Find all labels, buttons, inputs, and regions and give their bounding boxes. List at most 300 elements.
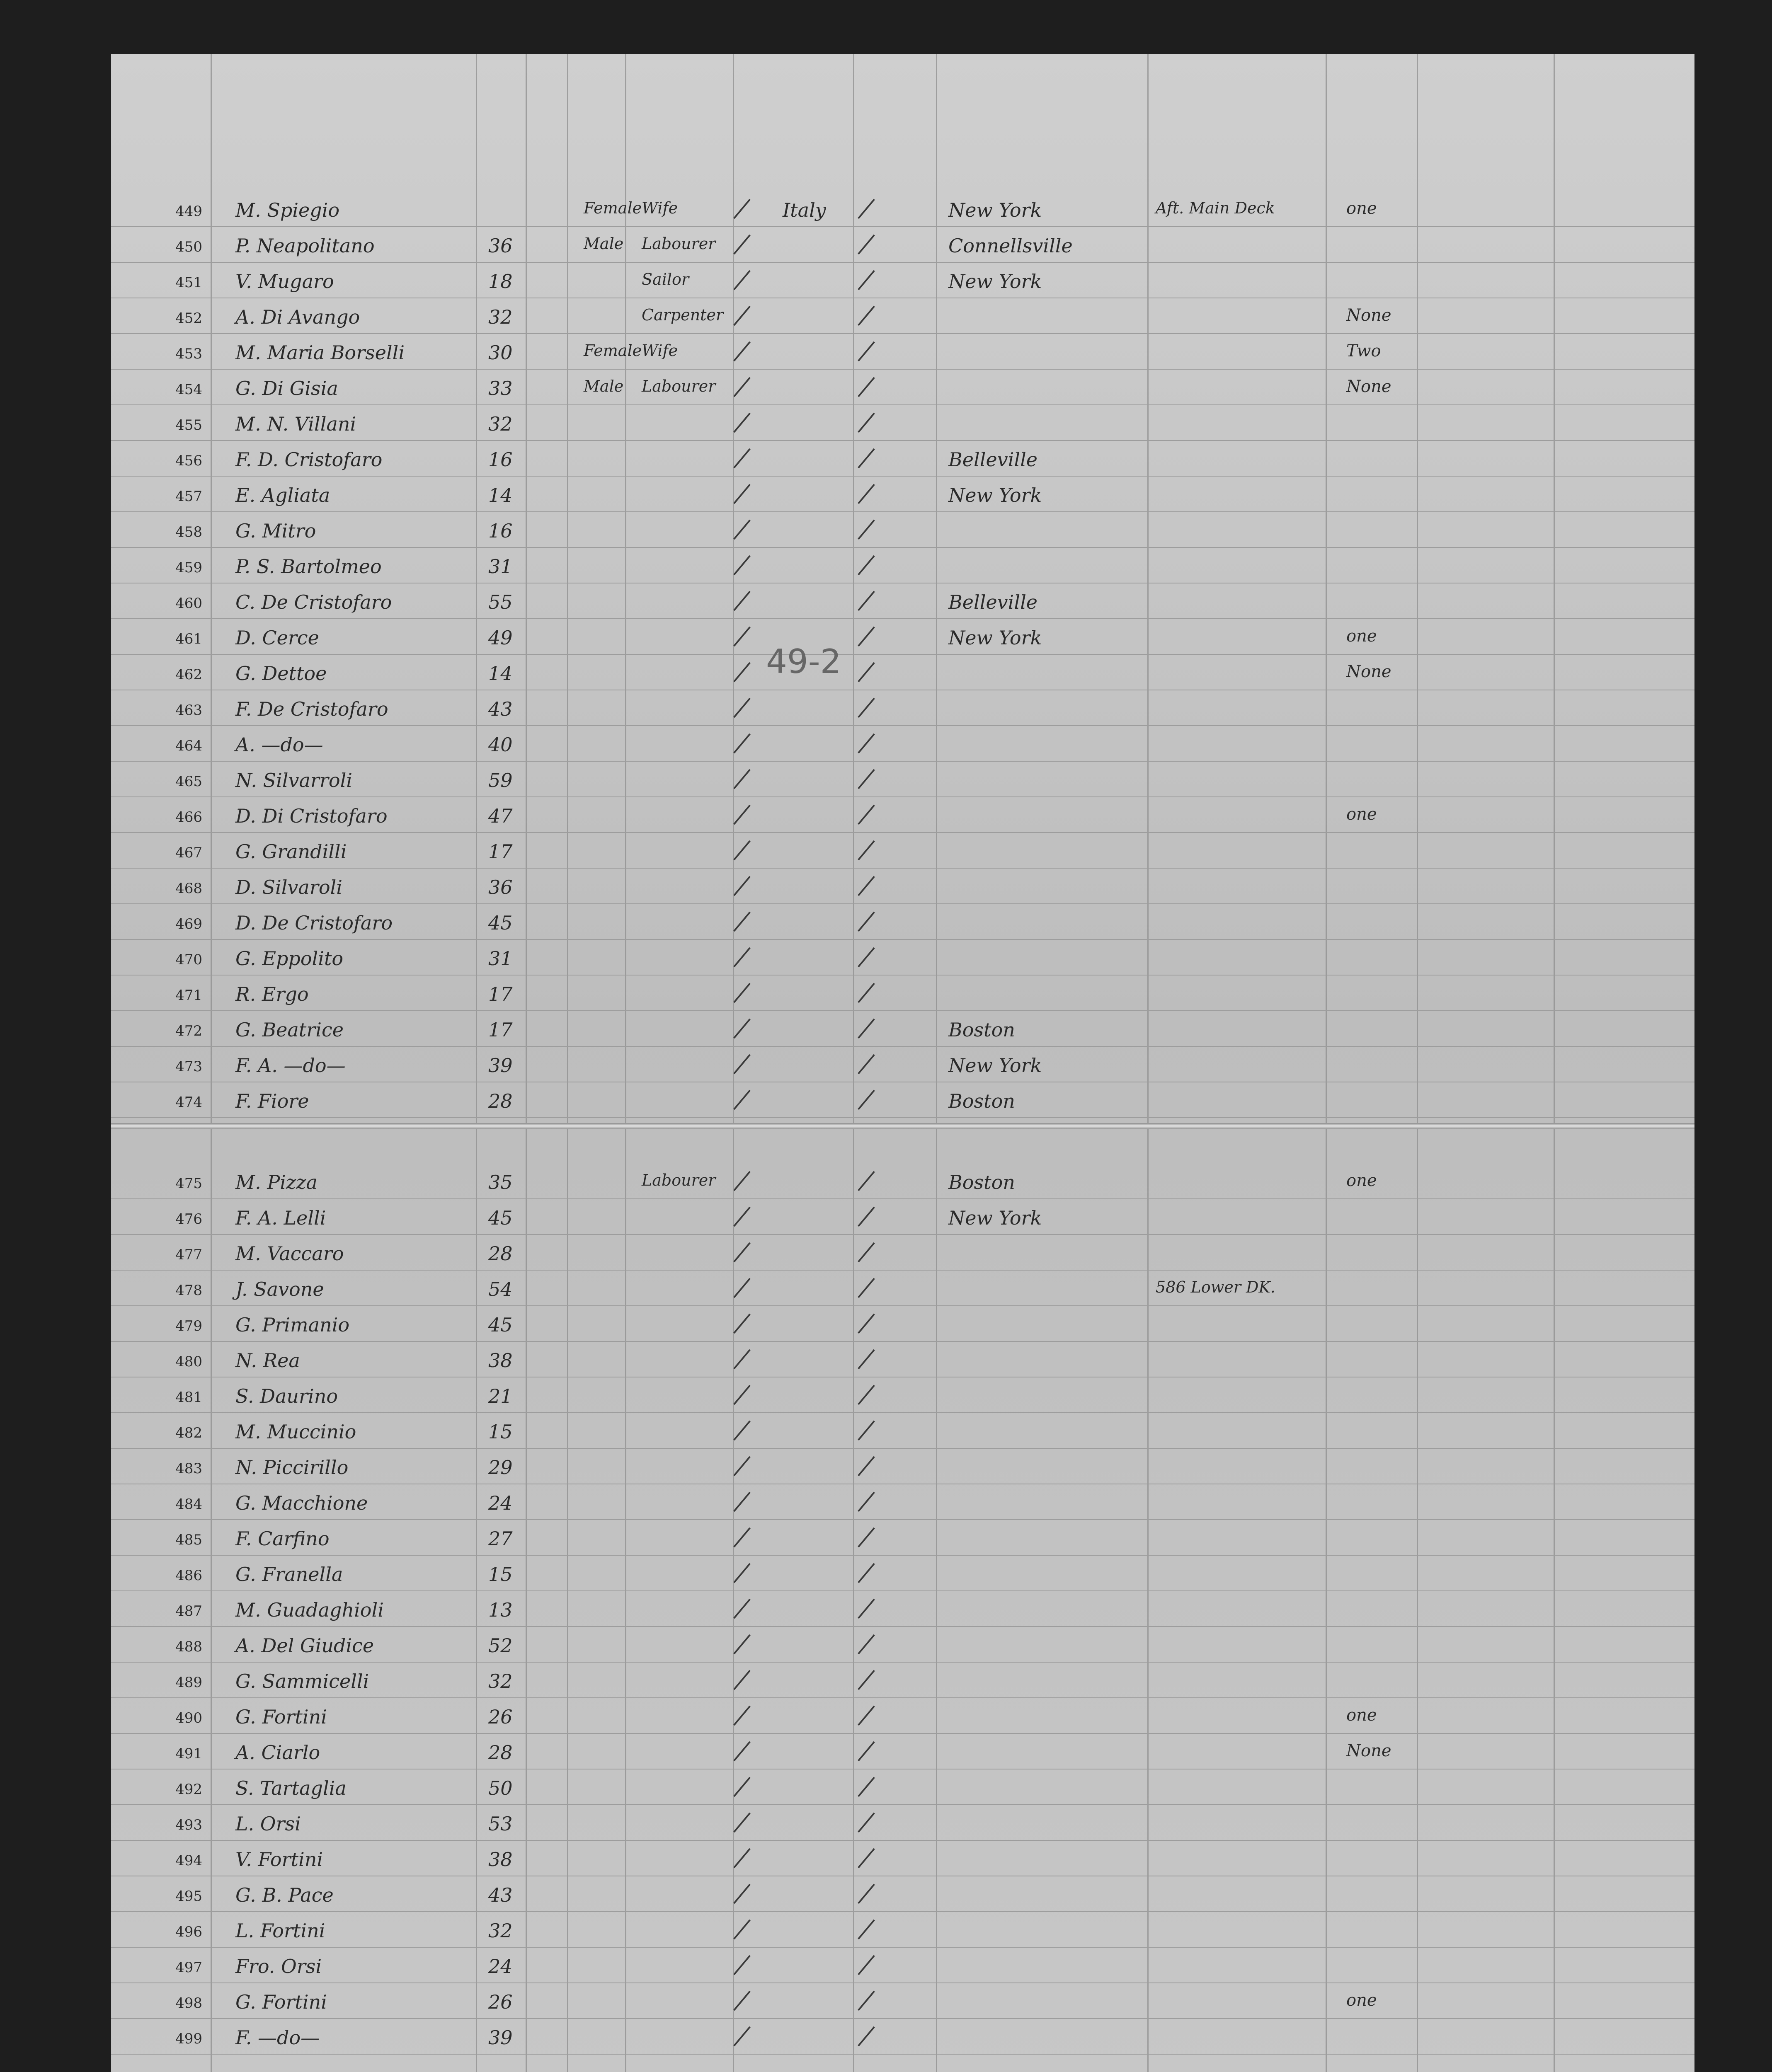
- tick-mark: [733, 1599, 751, 1619]
- passenger-baggage: None: [1346, 377, 1391, 396]
- row-number: 466: [175, 809, 202, 825]
- tick-mark: [733, 1991, 751, 2011]
- passenger-sex: Male: [584, 377, 624, 395]
- table-row: [111, 1733, 1694, 1769]
- table-row: [111, 1769, 1694, 1805]
- table-row: [111, 440, 1694, 477]
- passenger-age: 15: [488, 1563, 513, 1585]
- row-number: 475: [175, 1175, 202, 1192]
- tick-mark: [858, 733, 875, 754]
- row-number: 484: [175, 1496, 202, 1513]
- tick-mark: [733, 1456, 751, 1477]
- passenger-occupation: Wife: [642, 199, 678, 217]
- table-row: [111, 298, 1694, 334]
- row-number: 451: [175, 274, 202, 291]
- row-number: 464: [175, 738, 202, 754]
- table-row: [111, 333, 1694, 370]
- passenger-age: 35: [488, 1171, 513, 1193]
- tick-mark: [858, 662, 875, 683]
- row-number: 449: [175, 203, 202, 220]
- passenger-age: 15: [488, 1421, 513, 1443]
- tick-mark: [733, 1920, 751, 1940]
- passenger-name: M. Pizza: [235, 1171, 318, 1193]
- passenger-age: 53: [488, 1813, 513, 1835]
- passenger-name: D. Cerce: [235, 627, 319, 649]
- passenger-name: C. De Cristofaro: [235, 591, 392, 613]
- passenger-age: 24: [488, 1492, 513, 1514]
- passenger-occupation: Labourer: [642, 377, 716, 395]
- passenger-name: G. Macchione: [235, 1492, 368, 1514]
- tick-mark: [733, 1492, 751, 1512]
- table-row: [111, 1484, 1694, 1520]
- tick-mark: [858, 1242, 875, 1263]
- passenger-name: L. Fortini: [235, 1920, 325, 1942]
- tick-mark: [733, 484, 751, 504]
- passenger-name: G. Dettoe: [235, 662, 327, 685]
- passenger-destination: New York: [948, 627, 1042, 649]
- row-number: 490: [175, 1710, 202, 1726]
- tick-mark: [733, 341, 751, 362]
- tick-mark: [733, 1848, 751, 1869]
- row-number: 460: [175, 595, 202, 612]
- tick-mark: [858, 947, 875, 968]
- passenger-age: 18: [488, 270, 513, 293]
- tick-mark: [858, 1385, 875, 1405]
- passenger-name: D. Di Cristofaro: [235, 805, 388, 827]
- table-row: [111, 547, 1694, 583]
- tick-mark: [858, 484, 875, 504]
- row-number: 465: [175, 773, 202, 790]
- table-row: [111, 1840, 1694, 1876]
- tick-mark: [858, 1207, 875, 1227]
- passenger-destination: Belleville: [948, 591, 1038, 613]
- row-number: 457: [175, 488, 202, 505]
- passenger-destination: New York: [948, 270, 1042, 293]
- passenger-age: 32: [488, 306, 513, 328]
- row-number: 496: [175, 1924, 202, 1940]
- passenger-name: G. Fortini: [235, 1991, 327, 2013]
- table-row: [111, 796, 1694, 833]
- row-number: 453: [175, 346, 202, 362]
- tick-mark: [733, 1278, 751, 1298]
- tick-mark: [858, 2026, 875, 2047]
- passenger-baggage: one: [1346, 805, 1377, 824]
- row-number: 480: [175, 1353, 202, 1370]
- passenger-age: 36: [488, 876, 513, 898]
- passenger-age: 28: [488, 1741, 513, 1764]
- tick-mark: [858, 1813, 875, 1833]
- passenger-name: N. Silvarroli: [235, 769, 352, 792]
- tick-mark: [733, 1171, 751, 1191]
- passenger-name: G. Fortini: [235, 1706, 327, 1728]
- table-row: [111, 1911, 1694, 1948]
- table-row: [111, 939, 1694, 975]
- passenger-name: A. —do—: [235, 733, 323, 756]
- passenger-name: V. Fortini: [235, 1848, 323, 1871]
- passenger-age: 38: [488, 1349, 513, 1372]
- tick-mark: [858, 1741, 875, 1762]
- tick-mark: [858, 413, 875, 433]
- passenger-age: 39: [488, 2026, 513, 2049]
- passenger-age: 45: [488, 912, 513, 934]
- passenger-baggage: None: [1346, 1741, 1391, 1760]
- row-number: 478: [175, 1282, 202, 1299]
- tick-mark: [858, 1848, 875, 1869]
- tick-mark: [858, 1492, 875, 1512]
- passenger-occupation: Sailor: [642, 270, 689, 288]
- passenger-occupation: Labourer: [642, 1171, 716, 1189]
- tick-mark: [858, 1456, 875, 1477]
- tick-mark: [733, 448, 751, 469]
- passenger-age: 32: [488, 1920, 513, 1942]
- passenger-age: 27: [488, 1527, 513, 1550]
- row-number: 485: [175, 1532, 202, 1548]
- row-number: 471: [175, 987, 202, 1004]
- tick-mark: [733, 1054, 751, 1075]
- tick-mark: [733, 1019, 751, 1039]
- tick-mark: [733, 1090, 751, 1110]
- passenger-name: A. Del Giudice: [235, 1634, 374, 1657]
- passenger-name: J. Savone: [235, 1278, 324, 1300]
- tick-mark: [858, 698, 875, 718]
- passenger-age: 50: [488, 1777, 513, 1799]
- tick-mark: [858, 1527, 875, 1548]
- passenger-age: 45: [488, 1314, 513, 1336]
- passenger-name: M. Muccinio: [235, 1421, 356, 1443]
- margin-note: 49-2: [766, 642, 841, 681]
- tick-mark: [733, 1563, 751, 1583]
- tick-mark: [858, 235, 875, 255]
- row-number: 497: [175, 1959, 202, 1976]
- tick-mark: [858, 840, 875, 861]
- row-number: 469: [175, 916, 202, 932]
- passenger-age: 13: [488, 1599, 513, 1621]
- passenger-age: 47: [488, 805, 513, 827]
- manifest-page: [111, 54, 1694, 2072]
- tick-mark: [858, 270, 875, 290]
- tick-mark: [733, 199, 751, 219]
- table-row: [111, 2018, 1694, 2055]
- tick-mark: [733, 1634, 751, 1655]
- passenger-age: 21: [488, 1385, 513, 1407]
- passenger-age: 38: [488, 1848, 513, 1871]
- passenger-name: R. Ergo: [235, 983, 309, 1005]
- passenger-age: 32: [488, 1670, 513, 1692]
- passenger-age: 14: [488, 484, 513, 506]
- passenger-name: F. A. —do—: [235, 1054, 346, 1077]
- passenger-destination: New York: [948, 1054, 1042, 1077]
- row-number: 487: [175, 1603, 202, 1619]
- passenger-age: 49: [488, 627, 513, 649]
- table-row: [111, 511, 1694, 548]
- passenger-location: 586 Lower DK.: [1156, 1278, 1275, 1296]
- tick-mark: [733, 520, 751, 540]
- row-number: 455: [175, 417, 202, 433]
- table-row: [111, 832, 1694, 869]
- row-number: 498: [175, 1995, 202, 2011]
- passenger-occupation: Wife: [642, 341, 678, 360]
- passenger-name: M. N. Villani: [235, 413, 356, 435]
- table-row: [111, 1590, 1694, 1627]
- passenger-age: 54: [488, 1278, 513, 1300]
- passenger-age: 40: [488, 733, 513, 756]
- tick-mark: [858, 1278, 875, 1298]
- tick-mark: [858, 1599, 875, 1619]
- tick-mark: [733, 1385, 751, 1405]
- row-number: 454: [175, 381, 202, 398]
- passenger-age: 36: [488, 235, 513, 257]
- row-number: 463: [175, 702, 202, 719]
- tick-mark: [858, 1563, 875, 1583]
- table-row: [111, 1519, 1694, 1556]
- tick-mark: [733, 698, 751, 718]
- tick-mark: [733, 1813, 751, 1833]
- table-row: [111, 369, 1694, 405]
- tick-mark: [858, 1706, 875, 1726]
- passenger-name: G. Franella: [235, 1563, 343, 1585]
- passenger-baggage: Two: [1346, 341, 1381, 361]
- tick-mark: [858, 341, 875, 362]
- row-number: 488: [175, 1639, 202, 1655]
- passenger-name: E. Agliata: [235, 484, 330, 506]
- tick-mark: [858, 520, 875, 540]
- passenger-baggage: None: [1346, 306, 1391, 325]
- tick-mark: [733, 1314, 751, 1334]
- passenger-age: 31: [488, 555, 513, 578]
- passenger-name: F. D. Cristofaro: [235, 448, 383, 471]
- passenger-sex: Male: [584, 235, 624, 253]
- passenger-baggage: one: [1346, 1706, 1377, 1725]
- table-row: [111, 654, 1694, 690]
- tick-mark: [733, 876, 751, 896]
- tick-mark: [733, 912, 751, 932]
- passenger-age: 16: [488, 448, 513, 471]
- table-row: [111, 903, 1694, 940]
- passenger-sex: Female: [584, 199, 642, 217]
- passenger-baggage: one: [1346, 627, 1377, 646]
- row-number: 486: [175, 1567, 202, 1584]
- row-number: 492: [175, 1781, 202, 1798]
- tick-mark: [858, 1920, 875, 1940]
- tick-mark: [858, 912, 875, 932]
- passenger-age: 17: [488, 840, 513, 863]
- passenger-age: 52: [488, 1634, 513, 1657]
- tick-mark: [733, 555, 751, 576]
- passenger-age: 17: [488, 983, 513, 1005]
- table-row: [111, 262, 1694, 298]
- tick-mark: [858, 199, 875, 219]
- table-row: [111, 1876, 1694, 1912]
- tick-mark: [858, 1777, 875, 1797]
- row-number: 479: [175, 1318, 202, 1334]
- tick-mark: [733, 1884, 751, 1904]
- table-row: [111, 1046, 1694, 1082]
- passenger-name: G. B. Pace: [235, 1884, 334, 1906]
- passenger-age: 24: [488, 1955, 513, 1978]
- passenger-name: Fro. Orsi: [235, 1955, 322, 1978]
- table-row: [111, 1555, 1694, 1591]
- table-row: [111, 725, 1694, 762]
- tick-mark: [858, 1349, 875, 1370]
- tick-mark: [733, 270, 751, 290]
- row-number: 477: [175, 1247, 202, 1263]
- tick-mark: [858, 591, 875, 611]
- table-row: [111, 618, 1694, 655]
- row-number: 470: [175, 951, 202, 968]
- passenger-name: L. Orsi: [235, 1813, 301, 1835]
- tick-mark: [733, 1242, 751, 1263]
- passenger-name: N. Piccirillo: [235, 1456, 349, 1479]
- tick-mark: [858, 876, 875, 896]
- table-row: [111, 1234, 1694, 1271]
- passenger-location: Aft. Main Deck: [1156, 199, 1275, 217]
- passenger-sex: Female: [584, 341, 642, 360]
- tick-mark: [733, 983, 751, 1003]
- tick-mark: [733, 413, 751, 433]
- passenger-name: F. Fiore: [235, 1090, 309, 1112]
- passenger-destination: Boston: [948, 1019, 1015, 1041]
- passenger-age: 16: [488, 520, 513, 542]
- tick-mark: [858, 448, 875, 469]
- passenger-destination: Boston: [948, 1090, 1015, 1112]
- table-row: [111, 583, 1694, 619]
- passenger-name: F. A. Lelli: [235, 1207, 326, 1229]
- table-row: [111, 1412, 1694, 1449]
- row-number: 472: [175, 1023, 202, 1039]
- passenger-age: 45: [488, 1207, 513, 1229]
- passenger-name: S. Daurino: [235, 1385, 338, 1407]
- passenger-age: 14: [488, 662, 513, 685]
- passenger-destination: New York: [948, 199, 1042, 221]
- tick-mark: [733, 662, 751, 683]
- passenger-age: 17: [488, 1019, 513, 1041]
- passenger-age: 43: [488, 698, 513, 720]
- table-row: [111, 1947, 1694, 1983]
- passenger-baggage: None: [1346, 662, 1391, 681]
- row-number: 481: [175, 1389, 202, 1406]
- tick-mark: [858, 1884, 875, 1904]
- table-row: [111, 404, 1694, 441]
- table-row: [111, 868, 1694, 904]
- passenger-name: D. De Cristofaro: [235, 912, 393, 934]
- table-row: [111, 1163, 1694, 1199]
- passenger-age: 28: [488, 1242, 513, 1265]
- row-number: 461: [175, 631, 202, 647]
- tick-mark: [858, 555, 875, 576]
- tick-mark: [858, 377, 875, 397]
- tick-mark: [858, 1421, 875, 1441]
- passenger-name: G. Mitro: [235, 520, 316, 542]
- row-number: 493: [175, 1817, 202, 1833]
- passenger-age: 59: [488, 769, 513, 792]
- row-number: 476: [175, 1211, 202, 1227]
- row-number: 491: [175, 1745, 202, 1762]
- table-row: [111, 1082, 1694, 1118]
- tick-mark: [858, 1171, 875, 1191]
- passenger-country: Italy: [783, 199, 826, 221]
- row-number: 458: [175, 524, 202, 540]
- tick-mark: [733, 947, 751, 968]
- tick-mark: [733, 1706, 751, 1726]
- tick-mark: [733, 1421, 751, 1441]
- row-number: 459: [175, 559, 202, 576]
- row-number: 494: [175, 1852, 202, 1869]
- tick-mark: [858, 306, 875, 326]
- tick-mark: [733, 805, 751, 825]
- passenger-name: G. Beatrice: [235, 1019, 344, 1041]
- passenger-age: 26: [488, 1991, 513, 2013]
- passenger-occupation: Labourer: [642, 235, 716, 253]
- table-row: [111, 1697, 1694, 1734]
- table-row: [111, 226, 1694, 263]
- tick-mark: [858, 1670, 875, 1690]
- table-row: [111, 191, 1694, 227]
- tick-mark: [733, 235, 751, 255]
- tick-mark: [733, 769, 751, 789]
- passenger-age: 39: [488, 1054, 513, 1077]
- tick-mark: [858, 1634, 875, 1655]
- tick-mark: [733, 733, 751, 754]
- tick-mark: [858, 1054, 875, 1075]
- row-number: 489: [175, 1674, 202, 1691]
- passenger-name: F. Carfino: [235, 1527, 330, 1550]
- passenger-baggage: one: [1346, 199, 1377, 218]
- table-row: [111, 1662, 1694, 1698]
- passenger-age: 33: [488, 377, 513, 399]
- tick-mark: [733, 1777, 751, 1797]
- passenger-destination: New York: [948, 1207, 1042, 1229]
- passenger-name: G. Eppolito: [235, 947, 344, 970]
- tick-mark: [733, 1741, 751, 1762]
- passenger-name: M. Guadaghioli: [235, 1599, 384, 1621]
- row-number: 483: [175, 1460, 202, 1477]
- passenger-age: 32: [488, 413, 513, 435]
- row-number: 473: [175, 1058, 202, 1075]
- passenger-destination: Belleville: [948, 448, 1038, 471]
- row-number: 450: [175, 239, 202, 255]
- passenger-age: 43: [488, 1884, 513, 1906]
- passenger-age: 31: [488, 947, 513, 970]
- table-row: [111, 1804, 1694, 1841]
- row-number: 452: [175, 310, 202, 327]
- tick-mark: [733, 1670, 751, 1690]
- table-row: [111, 761, 1694, 797]
- tick-mark: [733, 591, 751, 611]
- tick-mark: [858, 1314, 875, 1334]
- table-row: [111, 690, 1694, 726]
- passenger-baggage: one: [1346, 1171, 1377, 1190]
- passenger-occupation: Carpenter: [642, 306, 724, 324]
- row-number: 482: [175, 1425, 202, 1441]
- tick-mark: [733, 840, 751, 861]
- passenger-name: N. Rea: [235, 1349, 300, 1372]
- tick-mark: [858, 769, 875, 789]
- row-number: 462: [175, 666, 202, 683]
- passenger-name: P. Neapolitano: [235, 235, 375, 257]
- tick-mark: [733, 377, 751, 397]
- tick-mark: [733, 1955, 751, 1975]
- tick-mark: [858, 1090, 875, 1110]
- passenger-age: 29: [488, 1456, 513, 1479]
- tick-mark: [733, 2026, 751, 2047]
- tick-mark: [733, 1207, 751, 1227]
- passenger-age: 55: [488, 591, 513, 613]
- row-number: 468: [175, 880, 202, 897]
- table-row: [111, 1377, 1694, 1413]
- passenger-name: V. Mugaro: [235, 270, 334, 293]
- tick-mark: [858, 1955, 875, 1975]
- tick-mark: [858, 805, 875, 825]
